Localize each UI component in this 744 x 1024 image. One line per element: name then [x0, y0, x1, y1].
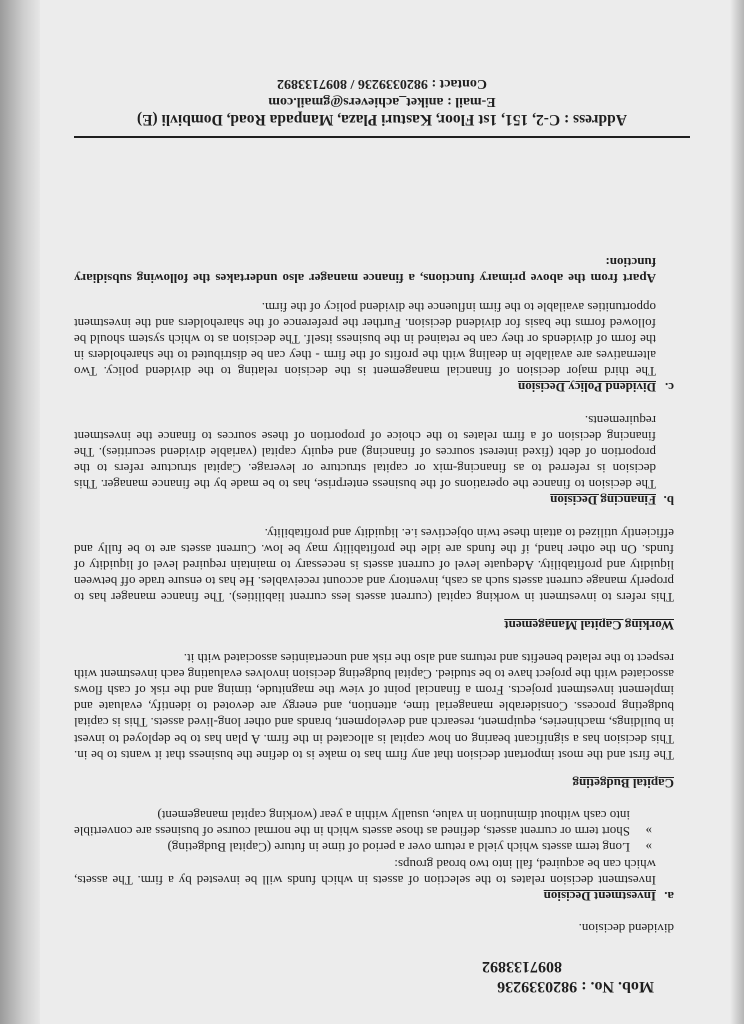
- paragraph: This refers to investment in working capital (current assets less current liabilities). The finance manager has to properly manage current assets such as cash, inventory and account receivables. He has to ensure trade off between liquidity and profitability. Adequate level of current assets is necessary to maintain required level of liquidity of funds. On the other hand, if the funds are idle the profitability may be low. Current assets are to be fully and efficiently utilized to attain these twin objectives i.e. liquidity and profitability.: [74, 525, 674, 606]
- email-line: E-mail : aniket_achievers@gmail.com: [268, 94, 496, 109]
- scan-shadow-right: [730, 0, 744, 1024]
- section-title: Investment Decision: [543, 888, 656, 904]
- list-item-text: Long term assets which yield a return over a period of time in future (Capital Budgeting): [167, 840, 630, 856]
- list-item-text: Short term or current assets, defined as those assets which in the normal course of business are convertible into cash without diminution in value, usually within a year (working capital management): [74, 807, 630, 840]
- scan-shadow-left: [0, 0, 40, 1024]
- section-title: Working Capital Management: [504, 618, 674, 634]
- section-heading-financing: [74, 492, 674, 508]
- list-item: [74, 839, 656, 855]
- address-line: Address : C-2, 151, 1st Floor, Kasturi Plaza, Manpada Road, Dombivli (E): [137, 111, 627, 128]
- paragraph: The third major decision of financial management is the decision relating to the dividend policy. Two alternatives are available in dealing with the profits of the firm - they can be distributed to the shareholders in the form of dividends or they can be retained in the business itself. The decision as to which system should be followed forms the basis for dividend decision. Further the preference of the shareholders and the investment opportunities available to the firm influence the dividend policy of the firm.: [74, 299, 656, 380]
- mobile-number: Mob. No. : 9820339236: [497, 978, 654, 995]
- bullet-icon: »: [645, 824, 652, 840]
- section-letter: a.: [664, 888, 674, 904]
- section-heading-dividend: [74, 379, 674, 395]
- section-title: Financing Decision: [550, 493, 656, 509]
- section-heading-investment: [74, 888, 674, 904]
- paragraph: Investment decision relates to the selection of assets in which funds will be invested by a firm. The assets, which can be acquired, fall into two broad groups:: [74, 856, 656, 888]
- contact-line: Contact : 9820339236 / 8097133892: [277, 76, 487, 91]
- section-heading-working-capital: [74, 617, 674, 633]
- paragraph-subsidiary: Apart from the above primary functions, a finance manager also undertakes the following subsidiary function:: [74, 255, 656, 287]
- bullet-icon: »: [645, 840, 652, 856]
- intro-continuation: dividend decision.: [578, 921, 674, 936]
- paragraph: The decision to finance the operations of the business enterprise, has to be made by the finance manager. This decision is referred to as financing-mix or capital structure or leverage. Capital structure refers to the proportion of debt (fixed interest sources of financing) and equity capital (variable dividend securities). The financing decision of a firm relates to the choice of proportion of these sources to finance the investment requirements.: [74, 412, 656, 493]
- mobile-number-block: [74, 956, 654, 996]
- scanned-page: [40, 0, 730, 1024]
- section-heading-capital-budgeting: [74, 775, 674, 791]
- section-letter: b.: [663, 493, 674, 509]
- paragraph: The first and the most important decision that any firm has to make is to define the business that it wants to be in. This decision has a significant bearing on how capital is allocated in the firm. A plan has to be deployed to invest in buildings, machineries, equipment, research and development, brands and other long-lived assets. This is capital budgeting process. Considerable managerial time, attention, and energy are devoted to identify, evaluate and implement investment projects. From a financial point of view the magnitude, timing and the risk of cash flows associated with the project have to be studied. Capital budgeting decision involves evaluating each investment with respect to the related benefits and returns and also the risk and uncertainties associated with it.: [73, 650, 674, 763]
- list-item: [74, 807, 656, 839]
- page-body: [74, 254, 674, 996]
- section-letter: c.: [664, 380, 674, 396]
- mobile-number-alt: 8097133892: [482, 958, 562, 975]
- section-title: Capital Budgeting: [572, 775, 674, 791]
- footer-address-block: [74, 74, 690, 138]
- asset-groups-list: [74, 807, 656, 856]
- investment-body: [74, 807, 656, 888]
- section-title: Dividend Policy Decision: [518, 380, 656, 396]
